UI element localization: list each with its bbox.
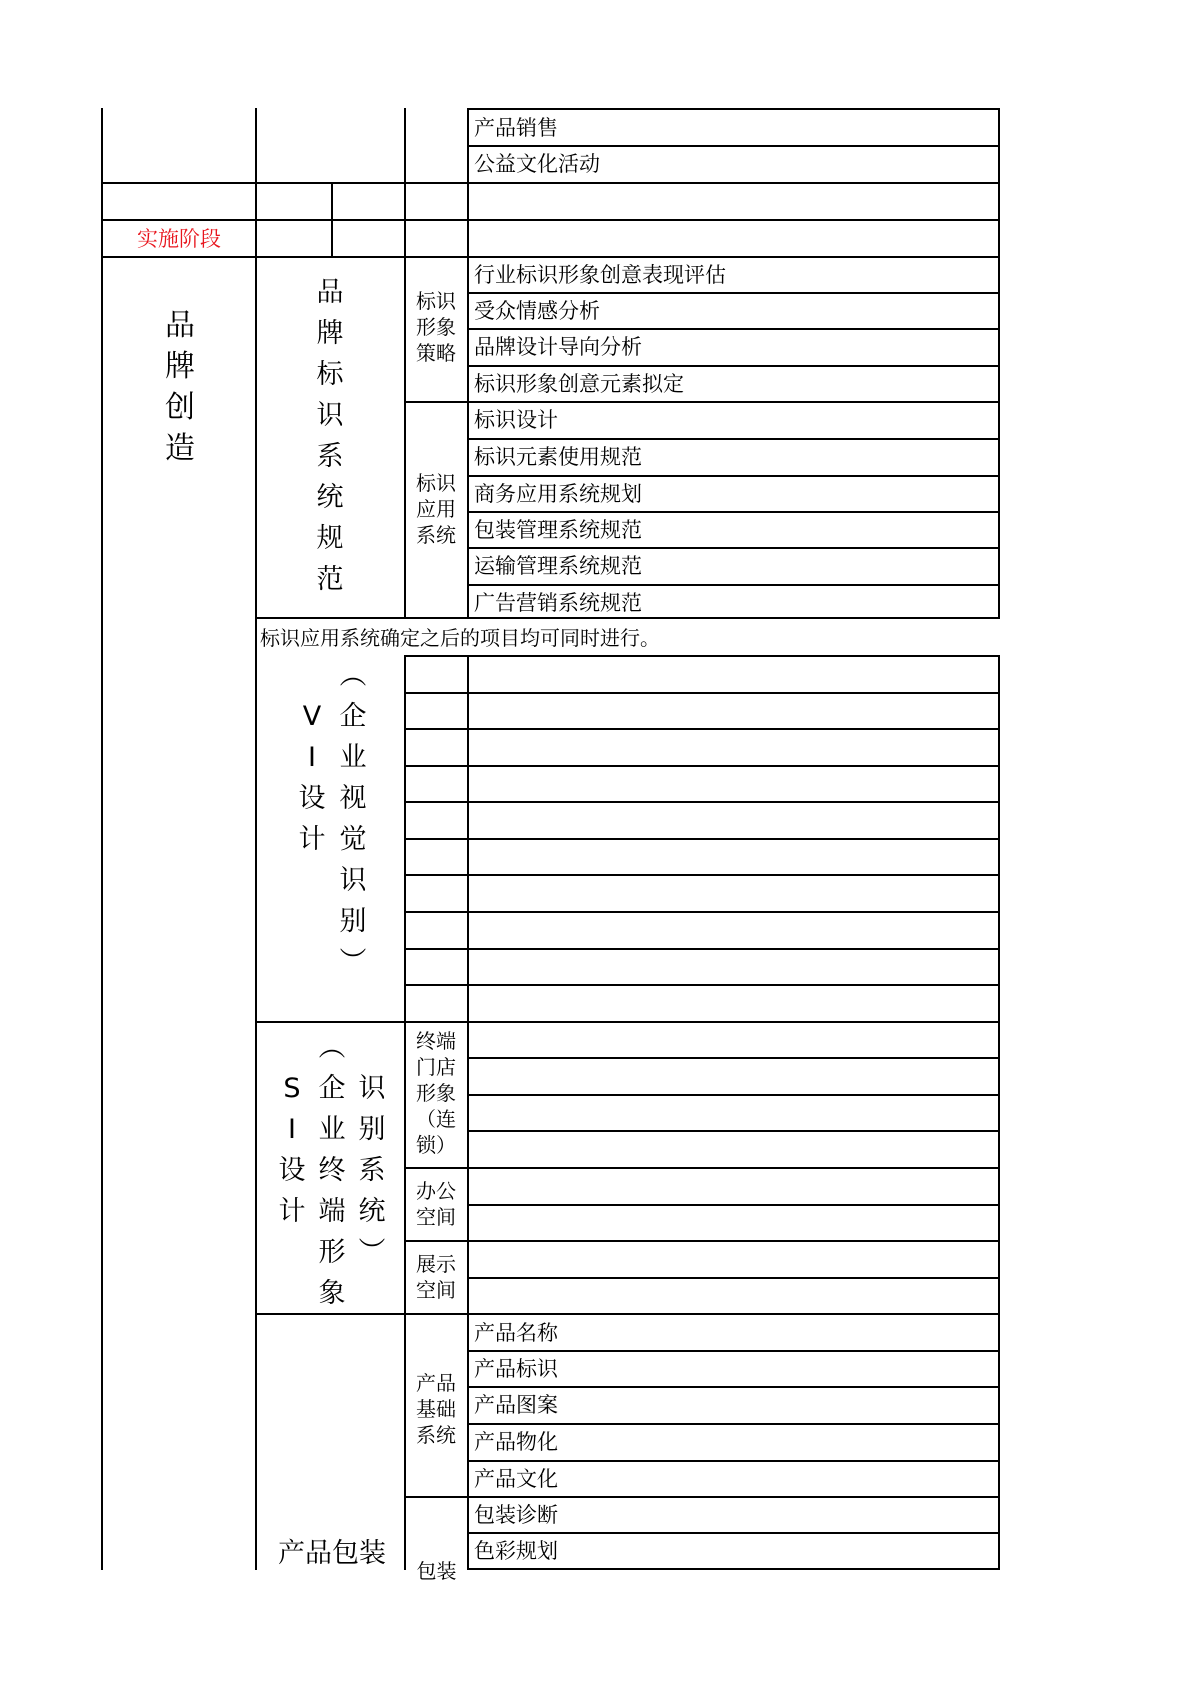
application-item: 广告营销系统规范 <box>474 591 642 615</box>
si-char: 系 <box>358 1155 386 1186</box>
grid-line <box>255 1313 1000 1315</box>
row-label: 产品销售 <box>474 116 558 140</box>
grid-line <box>467 1057 1000 1059</box>
packaging-label-clip <box>406 1558 467 1583</box>
grid-line <box>404 656 406 1570</box>
strategy-item: 品牌设计导向分析 <box>474 335 642 359</box>
grid-line <box>101 108 103 1570</box>
brand-system-title <box>305 272 355 600</box>
vi-char: ︵ <box>339 660 367 691</box>
title-char: 牌 <box>316 318 344 349</box>
grid-line <box>467 1277 1000 1279</box>
si-sublabel-office: 办公空间 <box>416 1179 456 1229</box>
vi-char: 计 <box>298 824 326 855</box>
grid-line <box>467 656 469 1570</box>
grid-line <box>404 765 1000 767</box>
si-char: 识 <box>358 1073 386 1104</box>
strategy-item: 标识形象创意元素拟定 <box>474 372 684 396</box>
si-char: S <box>283 1073 301 1104</box>
product-item: 产品物化 <box>474 1430 558 1454</box>
phase-char: 造 <box>165 431 195 466</box>
packaging-item: 包装诊断 <box>474 1503 558 1527</box>
vi-char: 识 <box>339 865 367 896</box>
product-item: 产品标识 <box>474 1357 558 1381</box>
grid-line <box>467 1204 1000 1206</box>
phase-char: 创 <box>165 390 195 425</box>
si-char: 端 <box>318 1196 346 1227</box>
application-item: 运输管理系统规范 <box>474 554 642 578</box>
si-char: 企 <box>318 1073 346 1104</box>
grid-line <box>404 874 1000 876</box>
title-char: 范 <box>316 564 344 595</box>
title-char: 品 <box>316 277 344 308</box>
vi-title-col2 <box>333 655 373 983</box>
title-char: 规 <box>316 523 344 554</box>
stage-label: 实施阶段 <box>137 227 221 251</box>
grid-line <box>404 692 1000 694</box>
title-char: 识 <box>316 400 344 431</box>
grid-line <box>404 948 1000 950</box>
product-basic-label: 产品基础系统 <box>416 1371 456 1447</box>
vi-char: 别 <box>339 906 367 937</box>
si-sublabel-store: 终端门店形象（连锁） <box>416 1029 456 1157</box>
grid-line <box>467 1094 1000 1096</box>
si-char: 业 <box>318 1114 346 1145</box>
phase-char: 牌 <box>165 349 195 384</box>
product-item: 产品图案 <box>474 1393 558 1417</box>
si-title-col3 <box>352 1068 392 1273</box>
vi-char: 设 <box>298 783 326 814</box>
grid-line <box>404 984 1000 986</box>
grid-line <box>255 1021 1000 1023</box>
vi-char: 视 <box>339 783 367 814</box>
grid-line <box>404 728 1000 730</box>
grid-line <box>404 108 406 618</box>
grid-line <box>998 656 1000 1570</box>
vi-char: 觉 <box>339 824 367 855</box>
product-item: 产品名称 <box>474 1321 558 1345</box>
si-char: I <box>288 1114 296 1145</box>
si-char: 终 <box>318 1155 346 1186</box>
grid-line <box>467 108 469 618</box>
phase-char: 品 <box>165 308 195 343</box>
title-char: 标 <box>316 359 344 390</box>
grid-line <box>467 1130 1000 1132</box>
grid-line <box>404 838 1000 840</box>
vi-char: V <box>302 701 322 732</box>
grid-line <box>998 108 1000 618</box>
product-packaging-title: 产品包装 <box>278 1538 386 1569</box>
product-item: 产品文化 <box>474 1467 558 1491</box>
application-item: 商务应用系统规划 <box>474 482 642 506</box>
grid-line <box>404 1167 1000 1169</box>
application-item: 标识设计 <box>474 408 558 432</box>
packaging-label: 包装 <box>416 1559 457 1583</box>
row-label: 公益文化活动 <box>474 152 600 176</box>
title-char: 统 <box>316 482 344 513</box>
si-char: 别 <box>358 1114 386 1145</box>
si-char: 设 <box>278 1155 306 1186</box>
si-char: 象 <box>318 1278 346 1309</box>
grid-line <box>404 801 1000 803</box>
si-char: 计 <box>278 1196 306 1227</box>
note-text: 标识应用系统确定之后的项目均可同时进行。 <box>260 626 660 650</box>
strategy-item: 受众情感分析 <box>474 299 600 323</box>
si-char: ︵ <box>318 1032 346 1063</box>
si-char: ︶ <box>358 1237 386 1268</box>
vi-title-col1 <box>292 696 332 860</box>
strategy-label: 标识形象策略 <box>416 289 456 365</box>
title-char: 系 <box>316 441 344 472</box>
si-char: 形 <box>318 1237 346 1268</box>
grid-line <box>101 182 1000 184</box>
vi-char: 企 <box>339 701 367 732</box>
si-sublabel-exhibit: 展示空间 <box>416 1252 456 1302</box>
grid-line <box>404 1240 1000 1242</box>
application-item: 标识元素使用规范 <box>474 445 642 469</box>
vi-char: ︶ <box>339 947 367 978</box>
strategy-item: 行业标识形象创意表现评估 <box>474 263 726 287</box>
si-char: 统 <box>358 1196 386 1227</box>
si-title-col1 <box>272 1068 312 1232</box>
vi-char: 业 <box>339 742 367 773</box>
application-label: 标识应用系统 <box>416 471 456 547</box>
packaging-item: 色彩规划 <box>474 1539 558 1563</box>
si-title-col2 <box>312 1027 352 1314</box>
grid-line <box>255 108 257 1570</box>
application-item: 包装管理系统规范 <box>474 518 642 542</box>
phase-title <box>150 305 210 469</box>
grid-line <box>404 911 1000 913</box>
vi-char: I <box>308 742 316 773</box>
